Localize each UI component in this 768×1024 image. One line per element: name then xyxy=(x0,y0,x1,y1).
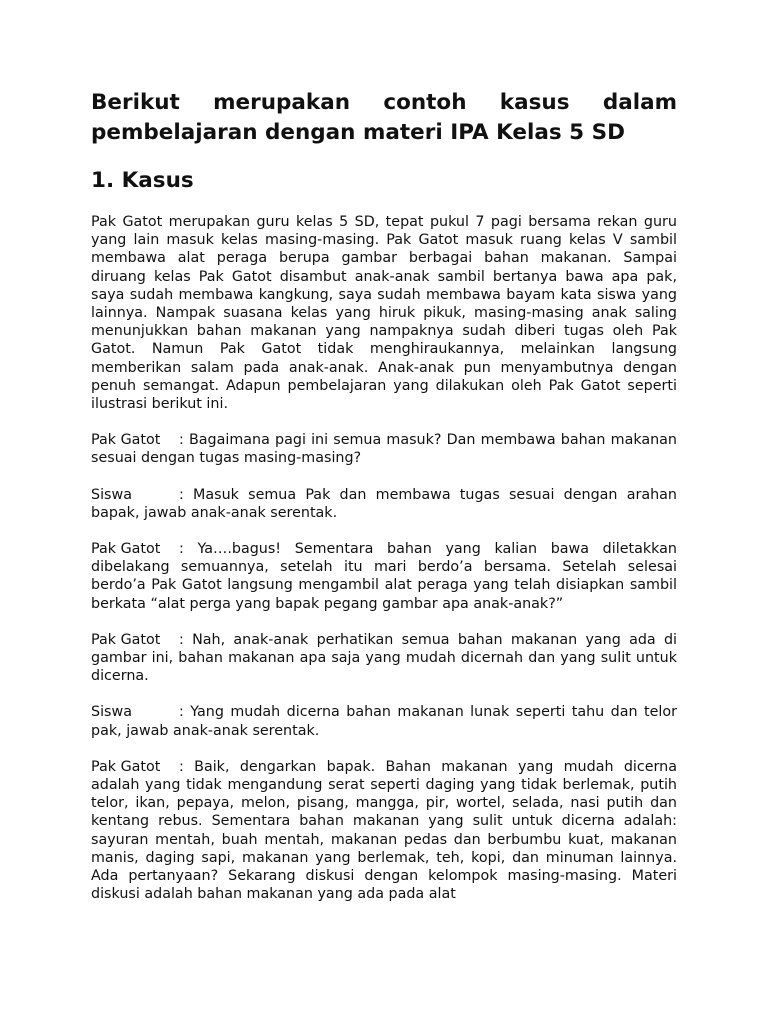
dialogue-line xyxy=(91,631,677,686)
dialogue-line xyxy=(91,540,677,613)
speaker-label: Siswa xyxy=(91,704,132,721)
dialogue-text: : Baik, dengarkan bapak. Bahan makanan yang mudah dicerna adalah yang tidak mengandung serat seperti daging yang tidak berlemak, putih telor, ikan, pepaya, melon, pisang, mangga, pir, wortel, selada, nasi putih dan kentang rebus. Sementara bahan makanan yang sulit untuk dicerna adalah: sayuran mentah, buah mentah, makanan pedas dan berbumbu kuat, makanan manis, daging sapi, makanan yang berlemak, teh, kopi, dan minuman lainnya. Ada pertanyaan? Sekarang diskusi dengan kelompok masing-masing. Materi diskusi adalah bahan makanan yang ada pada alat xyxy=(91,758,677,903)
document-page xyxy=(91,88,677,904)
intro-paragraph: Pak Gatot merupakan guru kelas 5 SD, tepat pukul 7 pagi bersama rekan guru yang lain masuk kelas masing-masing. Pak Gatot masuk ruang kelas V sambil membawa alat peraga berupa gambar berbagai bahan makanan. Sampai diruang kelas Pak Gatot disambut anak-anak sambil bertanya bawa apa pak, saya sudah membawa kangkung, saya sudah membawa bayam kata siswa yang lainnya. Nampak suasana kelas yang hiruk pikuk, masing-masing anak saling menunjukkan bahan makanan yang nampaknya sudah diberi tugas oleh Pak Gatot. Namun Pak Gatot tidak menghiraukannya, melainkan langsung memberikan salam pada anak-anak. Anak-anak pun menyambutnya dengan penuh semangat. Adapun pembelajaran yang dilakukan oleh Pak Gatot seperti ilustrasi berikut ini. xyxy=(91,214,677,413)
dialogue-line xyxy=(91,486,677,522)
dialogue-line xyxy=(91,431,677,467)
speaker-label: Pak Gatot xyxy=(91,541,161,558)
speaker-label: Pak Gatot xyxy=(91,758,161,775)
dialogue-text: : Masuk semua Pak dan membawa tugas sesuai dengan arahan bapak, jawab anak-anak serentak. xyxy=(91,486,677,521)
dialogue-line xyxy=(91,758,677,904)
speaker-label: Pak Gatot xyxy=(91,631,161,648)
speaker-label: Pak Gatot xyxy=(91,432,161,449)
dialogue-text: : Yang mudah dicerna bahan makanan lunak seperti tahu dan telor pak, jawab anak-anak serentak. xyxy=(91,704,677,739)
dialogue-text: : Ya….bagus! Sementara bahan yang kalian bawa diletakkan dibelakang semuannya, setelah itu mari berdo’a bersama. Setelah selesai berdo’a Pak Gatot langsung mengambil alat peraga yang telah disiapkan sambil berkata “alat perga yang bapak pegang gambar apa anak-anak?” xyxy=(91,541,677,612)
document-title: Berikut merupakan contoh kasus dalam pembelajaran dengan materi IPA Kelas 5 SD xyxy=(91,90,677,145)
dialogue-text: : Nah, anak-anak perhatikan semua bahan makanan yang ada di gambar ini, bahan makanan apa saja yang mudah dicernah dan yang sulit untuk dicerna. xyxy=(91,631,677,685)
speaker-label: Siswa xyxy=(91,486,132,503)
section-heading: 1. Kasus xyxy=(91,168,194,193)
dialogue-line xyxy=(91,703,677,739)
dialogue-text: : Bagaimana pagi ini semua masuk? Dan membawa bahan makanan sesuai dengan tugas masing-masing? xyxy=(91,432,677,467)
